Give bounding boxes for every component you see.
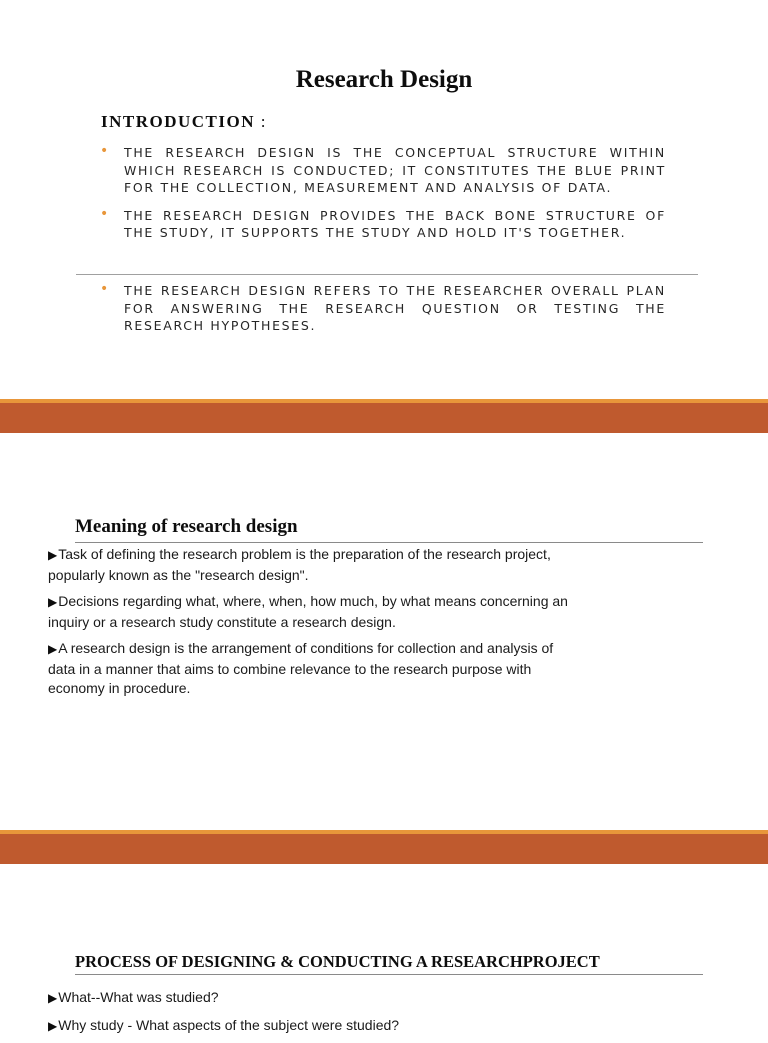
list-item-text: Decisions regarding what, where, when, how much, by what means concerning an inquiry or a research study constitute a research design. xyxy=(48,593,568,630)
slide-1-title: Research Design xyxy=(295,66,473,93)
slide-3-heading: PROCESS OF DESIGNING & CONDUCTING A RESEARCHPROJECT xyxy=(75,952,600,971)
list-item xyxy=(44,988,644,1009)
intro-label: INTRODUCTION xyxy=(101,112,256,131)
triangle-bullet-icon: ▶ xyxy=(48,1018,58,1033)
bullet-icon: • xyxy=(100,205,110,222)
heading-underline xyxy=(75,542,703,543)
slide-1 xyxy=(0,0,768,400)
list-item xyxy=(100,282,666,335)
slide-separator xyxy=(0,830,768,864)
list-item xyxy=(44,545,584,585)
intro-heading xyxy=(101,112,267,132)
list-item xyxy=(100,207,666,242)
list-item-text: A research design is the arrangement of conditions for collection and analysis of data in a manner that aims to combine relevance to the research purpose with economy in procedure. xyxy=(48,640,554,696)
heading-underline xyxy=(75,974,703,975)
triangle-bullet-icon: ▶ xyxy=(48,548,58,562)
list-item-text: What--What was studied? xyxy=(58,989,219,1005)
list-item xyxy=(100,144,666,197)
list-item-text: Task of defining the research problem is the preparation of the research project, popularly known as the "research design". xyxy=(48,546,551,583)
intro-suffix: : xyxy=(255,112,268,131)
slide-3 xyxy=(0,864,768,1033)
meaning-bullet-list xyxy=(44,545,584,706)
process-bullet-list xyxy=(44,988,644,1043)
list-item xyxy=(44,1016,644,1037)
list-item xyxy=(44,592,584,632)
bullet-icon: • xyxy=(100,143,110,159)
list-item xyxy=(44,639,584,699)
slide-2 xyxy=(0,433,768,830)
intro-bullet-list-2 xyxy=(100,282,666,345)
intro-bullet-list xyxy=(100,144,666,252)
slide-separator xyxy=(0,399,768,433)
triangle-bullet-icon: ▶ xyxy=(48,642,58,656)
list-item-text: THE RESEARCH DESIGN PROVIDES THE BACK BONE STRUCTURE OF THE STUDY, IT SUPPORTS THE STUDY AND HOLD IT'S TOGETHER. xyxy=(124,207,666,240)
list-item-text: THE RESEARCH DESIGN IS THE CONCEPTUAL STRUCTURE WITHIN WHICH RESEARCH IS CONDUCTED; IT CONSTITUTES THE BLUE PRINT FOR THE COLLECTION, MEASUREMENT AND ANALYSIS OF DATA. xyxy=(124,145,666,195)
bullet-icon: • xyxy=(100,281,110,297)
slide-2-heading: Meaning of research design xyxy=(75,516,298,537)
triangle-bullet-icon: ▶ xyxy=(48,595,58,609)
list-item-text: THE RESEARCH DESIGN REFERS TO THE RESEARCHER OVERALL PLAN FOR ANSWERING THE RESEARCH QUESTION OR TESTING THE RESEARCH HYPOTHESES. xyxy=(124,283,666,333)
list-item-text: Why study - What aspects of the subject were studied? xyxy=(58,1016,400,1033)
triangle-bullet-icon: ▶ xyxy=(48,991,58,1005)
section-divider xyxy=(76,274,698,275)
